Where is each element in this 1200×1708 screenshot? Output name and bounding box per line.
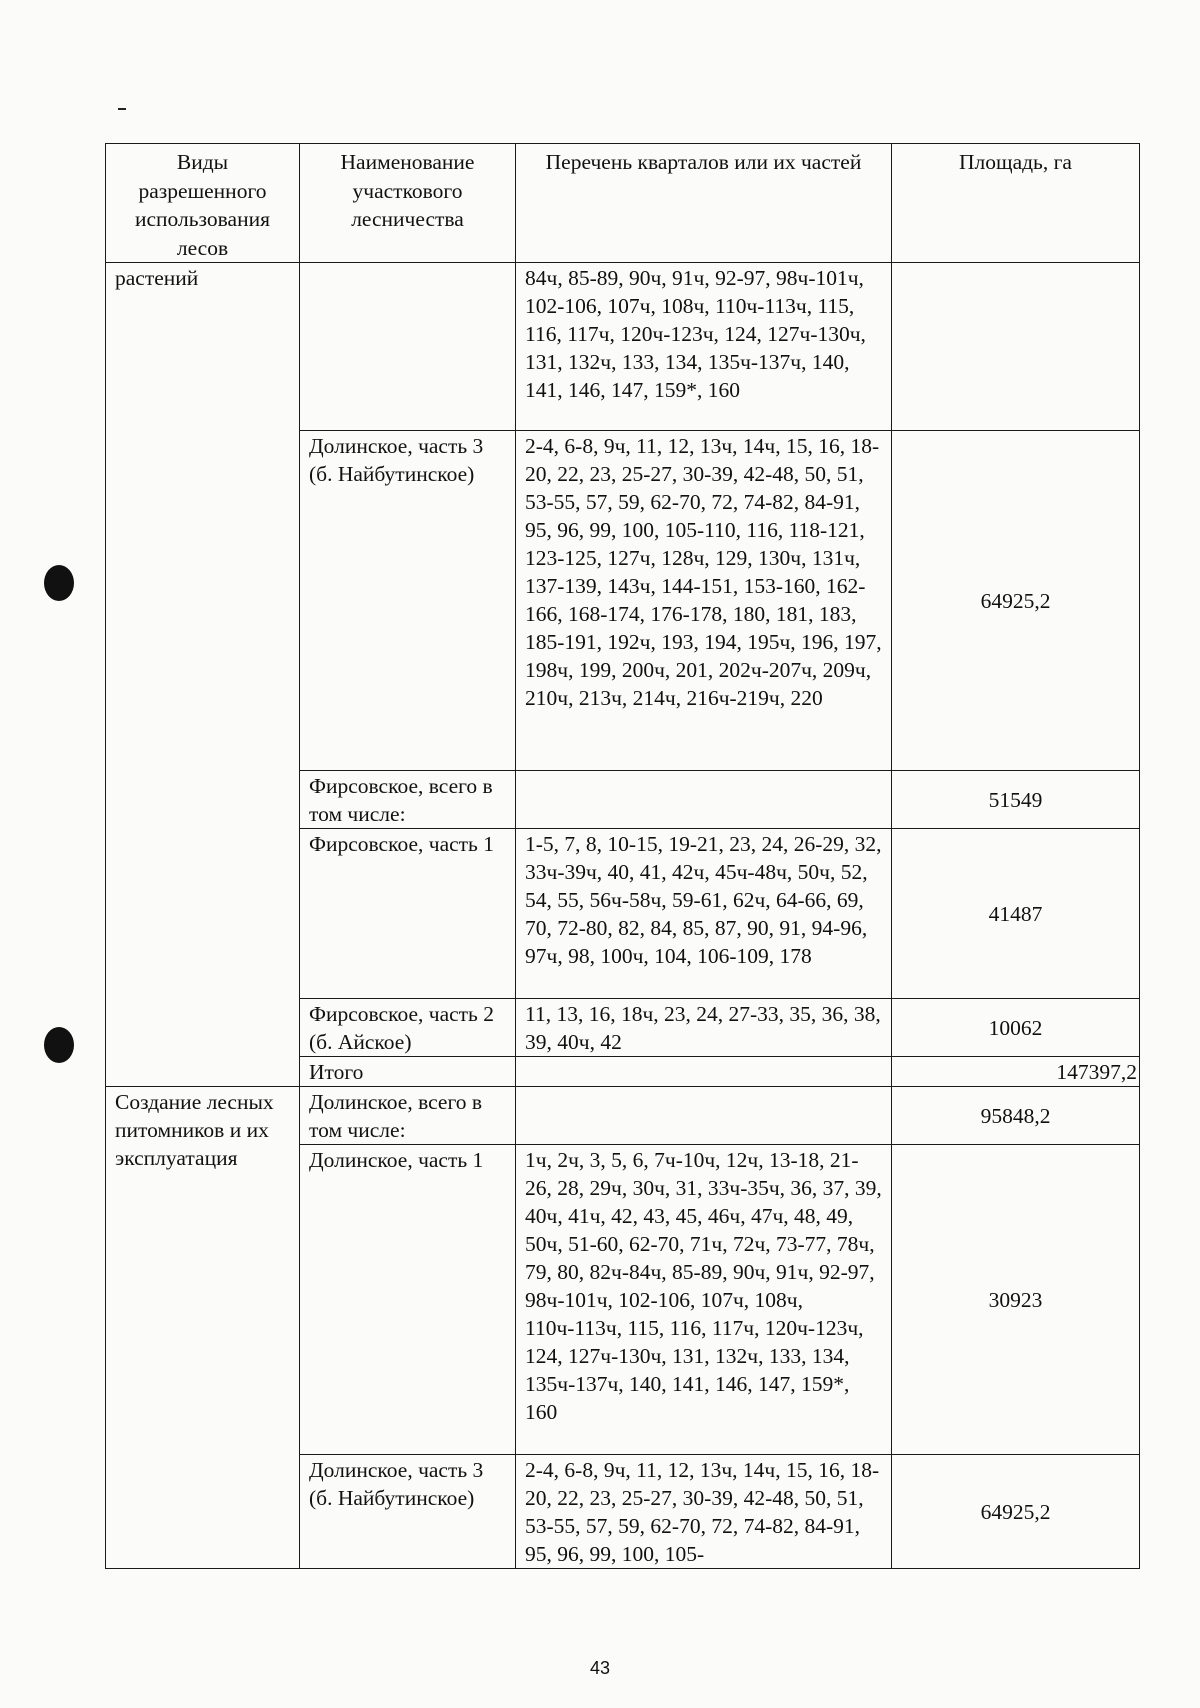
- quarters-cell: 11, 13, 16, 18ч, 23, 24, 27-33, 35, 36, 38, 39, 40ч, 42: [516, 999, 892, 1057]
- forestry-cell: Долинское, часть 3 (б. Найбутинское): [300, 1455, 516, 1569]
- quarters-cell: [516, 1087, 892, 1145]
- quarters-cell: 2-4, 6-8, 9ч, 11, 12, 13ч, 14ч, 15, 16, 18-20, 22, 23, 25-27, 30-39, 42-48, 50, 51, 53-55, 57, 59, 62-70, 72, 74-82, 84-91, 95, 96, 99, 100, 105-: [516, 1455, 892, 1569]
- quarters-cell: [516, 771, 892, 829]
- quarters-cell: 1-5, 7, 8, 10-15, 19-21, 23, 24, 26-29, 32, 33ч-39ч, 40, 41, 42ч, 45ч-48ч, 50ч, 52, 54, 55, 56ч-58ч, 59-61, 62ч, 64-66, 69, 70, 72-80, 82, 84, 85, 87, 90, 91, 94-96, 97ч, 98, 100ч, 104, 106-109, 178: [516, 829, 892, 999]
- forestry-cell: Долинское, часть 3 (б. Найбутинское): [300, 431, 516, 771]
- page-number: 43: [589, 1658, 611, 1678]
- area-cell: 41487: [892, 829, 1140, 999]
- quarters-cell: 1ч, 2ч, 3, 5, 6, 7ч-10ч, 12ч, 13-18, 21-26, 28, 29ч, 30ч, 31, 33ч-35ч, 36, 37, 39, 40ч, 41ч, 42, 43, 45, 46ч, 47ч, 48, 49, 50ч, 51-60, 62-70, 71ч, 72ч, 73-77, 78ч, 79, 80, 82ч-84ч, 85-89, 90ч, 91ч, 92-97, 98ч-101ч, 102-106, 107ч, 108ч, 110ч-113ч, 115, 116, 117ч, 120ч-123ч, 124, 127ч-130ч, 131, 132ч, 133, 134, 135ч-137ч, 140, 141, 146, 147, 159*, 160: [516, 1145, 892, 1455]
- header-use-type: Виды разрешенного использования лесов: [106, 144, 300, 263]
- header-area: Площадь, га: [892, 144, 1140, 263]
- forest-use-table: [105, 143, 1140, 1569]
- total-area-cell: 147397,2: [892, 1057, 1140, 1087]
- table-row: [106, 1087, 1140, 1145]
- scan-mark: [118, 108, 126, 110]
- forestry-cell: Фирсовское, часть 2 (б. Айское): [300, 999, 516, 1057]
- area-cell: 64925,2: [892, 1455, 1140, 1569]
- area-cell: 30923: [892, 1145, 1140, 1455]
- forestry-cell: [300, 263, 516, 431]
- quarters-cell: [516, 1057, 892, 1087]
- forestry-cell: Итого: [300, 1057, 516, 1087]
- header-forestry: Наименование участкового лесничества: [300, 144, 516, 263]
- use-type-cell: Создание лесных питомников и их эксплуатация: [106, 1087, 300, 1569]
- use-type-cell: растений: [106, 263, 300, 1087]
- table-header-row: [106, 144, 1140, 263]
- punch-hole: [44, 1027, 74, 1063]
- forestry-cell: Долинское, часть 1: [300, 1145, 516, 1455]
- header-quarters: Перечень кварталов или их частей: [516, 144, 892, 263]
- punch-hole: [44, 565, 74, 601]
- area-cell: 51549: [892, 771, 1140, 829]
- quarters-cell: 2-4, 6-8, 9ч, 11, 12, 13ч, 14ч, 15, 16, 18-20, 22, 23, 25-27, 30-39, 42-48, 50, 51, 53-55, 57, 59, 62-70, 72, 74-82, 84-91, 95, 96, 99, 100, 105-110, 116, 118-121, 123-125, 127ч, 128ч, 129, 130ч, 131ч, 137-139, 143ч, 144-151, 153-160, 162-166, 168-174, 176-178, 180, 181, 183, 185-191, 192ч, 193, 194, 195ч, 196, 197, 198ч, 199, 200ч, 201, 202ч-207ч, 209ч, 210ч, 213ч, 214ч, 216ч-219ч, 220: [516, 431, 892, 771]
- forestry-cell: Фирсовское, часть 1: [300, 829, 516, 999]
- area-cell: [892, 263, 1140, 431]
- quarters-cell: 84ч, 85-89, 90ч, 91ч, 92-97, 98ч-101ч, 102-106, 107ч, 108ч, 110ч-113ч, 115, 116, 117ч, 120ч-123ч, 124, 127ч-130ч, 131, 132ч, 133, 134, 135ч-137ч, 140, 141, 146, 147, 159*, 160: [516, 263, 892, 431]
- area-cell: 10062: [892, 999, 1140, 1057]
- forestry-cell: Фирсовское, всего в том числе:: [300, 771, 516, 829]
- area-cell: 64925,2: [892, 431, 1140, 771]
- forestry-cell: Долинское, всего в том числе:: [300, 1087, 516, 1145]
- area-cell: 95848,2: [892, 1087, 1140, 1145]
- table-row: [106, 263, 1140, 431]
